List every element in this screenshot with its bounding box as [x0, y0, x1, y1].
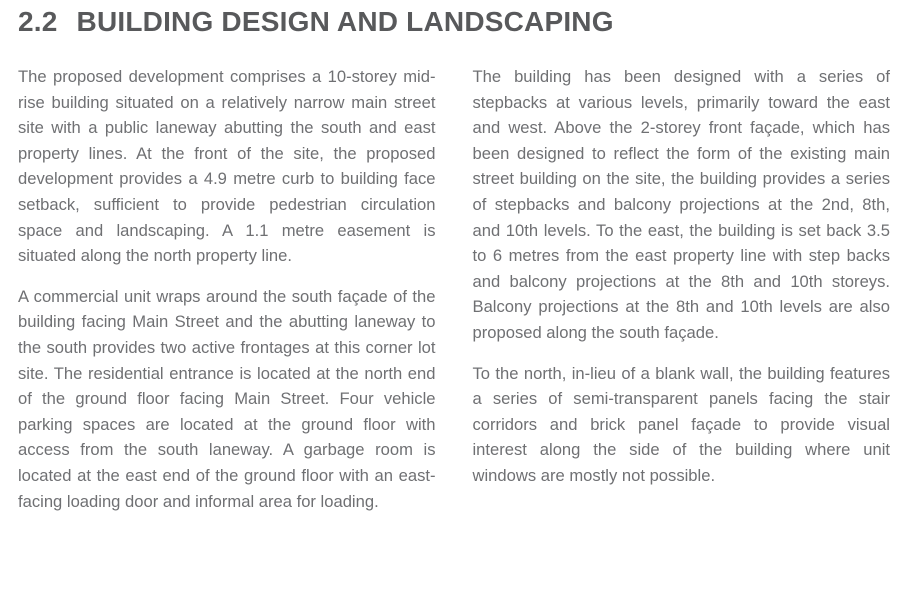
paragraph-ground-floor: A commercial unit wraps around the south façade of the building facing Main Street and the abutting laneway to the south provides two active frontages at this corner lot site. The residential entrance is located at the north end of the ground floor facing Main Street. Four vehicle parking spaces are located at the ground floor with access from the south laneway. A garbage room is located at the east end of the ground floor with an east-facing loading door and informal area for loading.	[18, 286, 436, 511]
section-title: BUILDING DESIGN AND LANDSCAPING	[76, 6, 614, 37]
left-column	[18, 64, 436, 514]
paragraph-stepbacks: The building has been designed with a series of stepbacks at various levels, primarily toward the east and west. Above the 2-storey front façade, which has been designed to reflect the form of the existing main street building on the site, the building provides a series of stepbacks and balcony projections at the 2nd, 8th, and 10th levels. To the east, the building is set back 3.5 to 6 metres from the east property line with step backs and balcony projections at the 8th and 10th storeys. Balcony projections at the 8th and 10th levels are also proposed along the south façade.	[472, 67, 890, 342]
section-heading	[18, 6, 890, 38]
paragraph-site-overview: The proposed development comprises a 10-storey mid-rise building situated on a relatively narrow main street site with a public laneway abutting the south and east property lines. At the front of the site, the proposed development provides a 4.9 metre curb to building face setback, sufficient to provide pedestrian circulation space and landscaping. A 1.1 metre easement is situated along the north property line.	[18, 67, 436, 266]
paragraph-north-facade: To the north, in-lieu of a blank wall, the building features a series of semi-transparent panels facing the stair corridors and brick panel façade to provide visual interest along the side of the building where unit windows are mostly not possible.	[472, 363, 890, 485]
section-number: 2.2	[18, 6, 58, 37]
right-column	[473, 64, 891, 489]
two-column-layout	[18, 64, 890, 514]
